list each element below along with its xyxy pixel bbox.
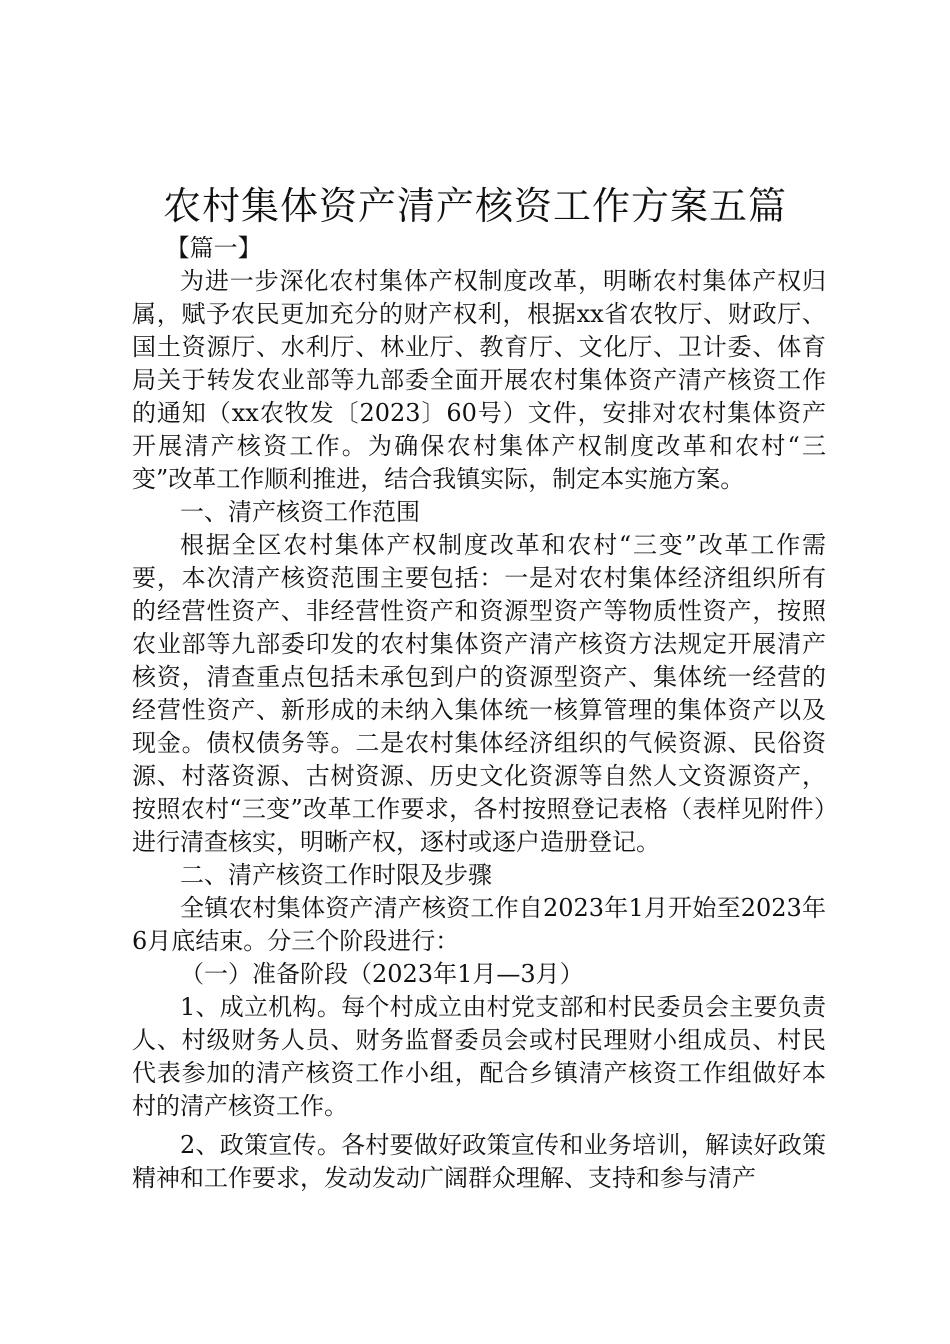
document-body bbox=[132, 232, 826, 1195]
timeline-paragraph: 全镇农村集体资产清产核资工作自2023年1月开始至2023年6月底结束。分三个阶段进行： bbox=[132, 894, 826, 955]
step-paragraph-organization: 1、成立机构。每个村成立由村党支部和村民委员会主要负责人、村级财务人员、财务监督委员会或村民理财小组成员、村民代表参加的清产核资工作小组，配合乡镇清产核资工作组做好本村的清产核资工作。 bbox=[132, 993, 826, 1120]
scope-paragraph: 根据全区农村集体产权制度改革和农村“三变”改革工作需要，本次清产核资范围主要包括：一是对农村集体经济组织所有的经营性资产、非经营性资产和资源型资产等物质性资产，按照农业部等九部委印发的农村集体资产清产核资方法规定开展清产核资，清查重点包括未承包到户的资源型资产、集体统一经营的经营性资产、新形成的未纳入集体统一核算管理的集体资产以及现金。债权债务等。二是农村集体经济组织的气候资源、民俗资源、村落资源、古树资源、历史文化资源等自然人文资源资产，按照农村“三变”改革工作要求，各村按照登记表格（表样见附件）进行清查核实，明晰产权，逐村或逐户造册登记。 bbox=[132, 531, 826, 856]
section-heading-scope: 一、清产核资工作范围 bbox=[180, 498, 420, 526]
section-heading-timeline: 二、清产核资工作时限及步骤 bbox=[180, 861, 492, 889]
stage-heading-preparation: （一）准备阶段（2023年1月—3月） bbox=[180, 960, 584, 988]
intro-paragraph: 为进一步深化农村集体产权制度改革，明晰农村集体产权归属，赋予农民更加充分的财产权利，根据xx省农牧厅、财政厅、国土资源厅、水利厅、林业厅、教育厅、文化厅、卫计委、体育局关于转发农业部等九部委全面开展农村集体资产清产核资工作的通知（xx农牧发〔2023〕60号）文件，安排对农村集体资产开展清产核资工作。为确保农村集体产权制度改革和农村“三变”改革工作顺利推进，结合我镇实际，制定本实施方案。 bbox=[132, 267, 826, 493]
part-label: 【篇一】 bbox=[165, 234, 262, 262]
document-title: 农村集体资产清产核资工作方案五篇 bbox=[162, 184, 787, 228]
step-paragraph-publicity: 2、政策宣传。各村要做好政策宣传和业务培训，解读好政策精神和工作要求，发动发动广阔群众理解、支持和参与清产 bbox=[132, 1131, 826, 1192]
